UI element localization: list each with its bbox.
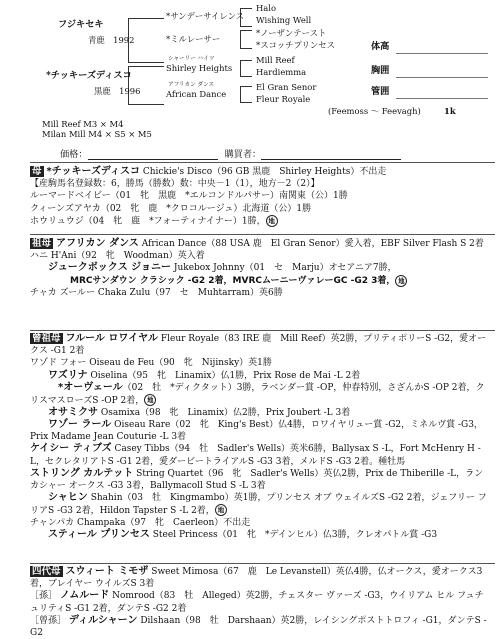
- buyer-input[interactable]: [261, 149, 401, 160]
- horse-record: （02 牡 *ディクタット）3勝，ラベンダー賞 -OP，仲春特別，さざんかS -OP 2着，クリスマスローズS -OP 2着，: [30, 382, 485, 406]
- g3-6: Hardiemma: [256, 67, 307, 77]
- section-tag: 四代母: [32, 566, 61, 577]
- price-row: [60, 149, 401, 160]
- produce-1: ルーマードベイビー（01 牝 黒鹿 *エルコンドルパサー）南関東（公）1勝: [30, 191, 348, 202]
- divider: [30, 563, 495, 564]
- local-mark-icon: 地: [266, 215, 278, 227]
- divider: [30, 234, 495, 235]
- g3-4: *スコッチプリンセス: [256, 40, 336, 50]
- inbreeding-1: Mill Reef M3 × M4: [42, 119, 124, 129]
- horse-name: ディルシャーン: [68, 614, 138, 626]
- horse-name: ジュークボックス ジョニー: [48, 262, 171, 274]
- dam-sire-ruby: シャーリー ハイツ: [168, 56, 215, 62]
- horse-name: ワゾー ラール: [48, 418, 112, 430]
- height-label: 体高: [371, 41, 390, 52]
- horse-name: オサミクサ: [48, 406, 98, 418]
- horse-record: Steel Princess（01 牝 *デインヒル）仏3勝，クレオパトル賞 -G3: [152, 530, 438, 541]
- sire-info: 青鹿 1992: [88, 35, 135, 45]
- price-label: 価格：: [60, 149, 88, 160]
- horse-record: Osamixa（98 牝 Linamix）仏2勝，Prix Joubert -L 3着: [100, 407, 351, 418]
- horse-record: Oiselina（95 牝 Linamix）仏1勝，Prix Rose de Mai -L 2着: [90, 370, 361, 381]
- sire-sire: *サンデーサイレンス: [166, 11, 245, 21]
- produce-3: ホウリュウジ（04 牝 鹿 *フォーティナイナー）1勝，: [30, 216, 266, 227]
- sire-dam: *ミルレーサー: [166, 34, 221, 44]
- horse-name: ストリング カルテット: [30, 467, 134, 479]
- buyer-label: 購買者：: [224, 149, 262, 160]
- produce-line: ワゾド フォー Oiseau de Feu（90 牝 Nijinsky）英1勝: [30, 358, 272, 369]
- horse-record: Nomrood（83 牡 Alleged）英2勝，チェスター ヴァーズ -G3，ウイリアム ヒル フュチュリティS -G1 2着，ダンテS -G2 2着: [30, 591, 484, 614]
- divider: [30, 330, 495, 331]
- dam-produce-summary: 【産駒馬名登録数：6，勝馬（勝数）数：中央－1（1），地方－2（2）】: [30, 179, 320, 190]
- section-tag: 母: [32, 166, 42, 177]
- family-number: 1k: [444, 106, 456, 116]
- local-mark-icon: 地: [215, 504, 227, 516]
- dam-name: *チッキーズディスコ: [46, 70, 132, 81]
- horse-record: Dilshaan（98 牡 Darshaan）英2勝，レイシングポストトロフィ -G1，ダンテS -G2: [30, 615, 487, 639]
- sire-name: フジキセキ: [58, 19, 104, 30]
- horse-name: フルール ロワイヤル: [65, 333, 158, 344]
- granddam-record: African Dance（88 USA 鹿 El Gran Senor）愛入着，EBF Silver Flash S 2着: [141, 239, 484, 249]
- produce-line: ハニ H'Ani（92 牝 Woodman）英入着: [30, 251, 205, 262]
- horse-name: *チッキーズディスコ: [46, 166, 140, 177]
- cannon-label: 管囲: [371, 86, 390, 97]
- horse-name: ワズリナ: [48, 369, 88, 381]
- section-great-granddam: [30, 333, 492, 541]
- section-dam: [30, 166, 492, 228]
- horse-record: Jukebox Johnny（01 セ Marju）オセアニア7勝，: [173, 263, 397, 274]
- produce-2: クィーンズアヤカ（02 牝 鹿 *クロコルージュ）北海道（公）1勝: [30, 203, 312, 214]
- horse-record: Oiseau Rare（02 牝 King's Best）仏4勝，ロワイヤリュー賞 -G2，ミネルヴ賞 -G3，Prix Madame Jean Couturie -L 3着: [30, 419, 483, 443]
- divider: [30, 162, 495, 163]
- section-tag: 祖母: [32, 238, 52, 249]
- price-input[interactable]: [88, 149, 218, 160]
- produce-line: チャンパカ Champaka（97 牝 Caerleon）不出走: [30, 518, 251, 529]
- dam-record: Chickie's Disco（96 GB 黒鹿 Shirley Heights）不出走: [142, 167, 387, 177]
- horse-name: シャヒン: [48, 492, 88, 504]
- g3-1: Halo: [256, 3, 277, 13]
- relation-label: ［孫］: [30, 591, 58, 602]
- section-granddam: [30, 238, 492, 300]
- horse-name: アフリカン ダンス: [56, 238, 139, 249]
- great-granddam-record: Fleur Royale（83 IRE 鹿 Mill Reef）英2勝，プリティポリーS -G2，愛オークス -G1 2着: [30, 334, 487, 357]
- section-fourth-dam: [30, 566, 492, 639]
- horse-name: スティール プリンセス: [48, 529, 150, 541]
- dam-dam: African Dance: [166, 89, 227, 99]
- horse-name: ノムルード: [59, 590, 110, 602]
- g3-2: Wishing Well: [256, 15, 312, 25]
- dam-info: 黒鹿 1996: [94, 86, 141, 96]
- g3-3: *ノーザンテースト: [256, 28, 327, 38]
- inbreeding-2: Milan Mill M4 × S5 × M5: [42, 129, 152, 139]
- local-mark-icon: 地: [144, 394, 156, 406]
- g3-7: El Gran Senor: [256, 82, 317, 92]
- horse-name: ケイシー ティブズ: [30, 443, 112, 455]
- dam-dam-ruby: アフリカン ダンス: [168, 82, 215, 88]
- fourth-dam-record: Sweet Mimosa（67 鹿 Le Levanstell）英仏4勝，仏オークス，愛オークス3着，ブレイヤー ウイルズS 3着: [30, 567, 483, 590]
- section-tag: 曾祖母: [32, 333, 61, 344]
- relation-label: ［曾孫］: [30, 615, 67, 626]
- horse-record: Casey Tibbs（94 牡 Sadler's Wells）英米6勝，Ballysax S -L，Fort McHenry H -L，セクレタリアトS -G1 2着，愛ダービートライアルS -G3 3着，メルドS -G3 2着。種牡馬: [30, 444, 481, 467]
- horse-name: *オーヴェール: [58, 381, 123, 393]
- horse-record: MRCサンダウン クラシック -G2 2着，MVRCムーニーヴァレーGC -G2 3着，: [70, 276, 396, 287]
- girth-label: 胸囲: [371, 65, 390, 76]
- dam-sire: Shirley Heights: [166, 63, 233, 73]
- family-note: (Feemoss ～ Feevagh): [328, 106, 421, 116]
- g3-8: Fleur Royale: [256, 94, 311, 104]
- horse-name: スウィート ミモザ: [65, 566, 149, 577]
- horse-record: Shahin（03 牡 Kingmambo）英1勝，プリンセス オブ ウェイルズS -G2 2着，ジェフリー フリアS -G3 2着，Hildon Tapster S -L 2着，: [30, 493, 487, 516]
- local-mark-icon: 地: [395, 275, 407, 287]
- produce-line: チャカ ズールー Chaka Zulu（97 セ Muhtarram）英6勝: [30, 288, 283, 299]
- horse-record: String Quartet（96 牝 Sadler's Wells）英仏2勝，Prix de Thiberille -L，ランカシャー オークス -G3 3着，Ballymacoll Stud S -L 3着: [30, 468, 484, 491]
- g3-5: Mill Reef: [256, 55, 295, 65]
